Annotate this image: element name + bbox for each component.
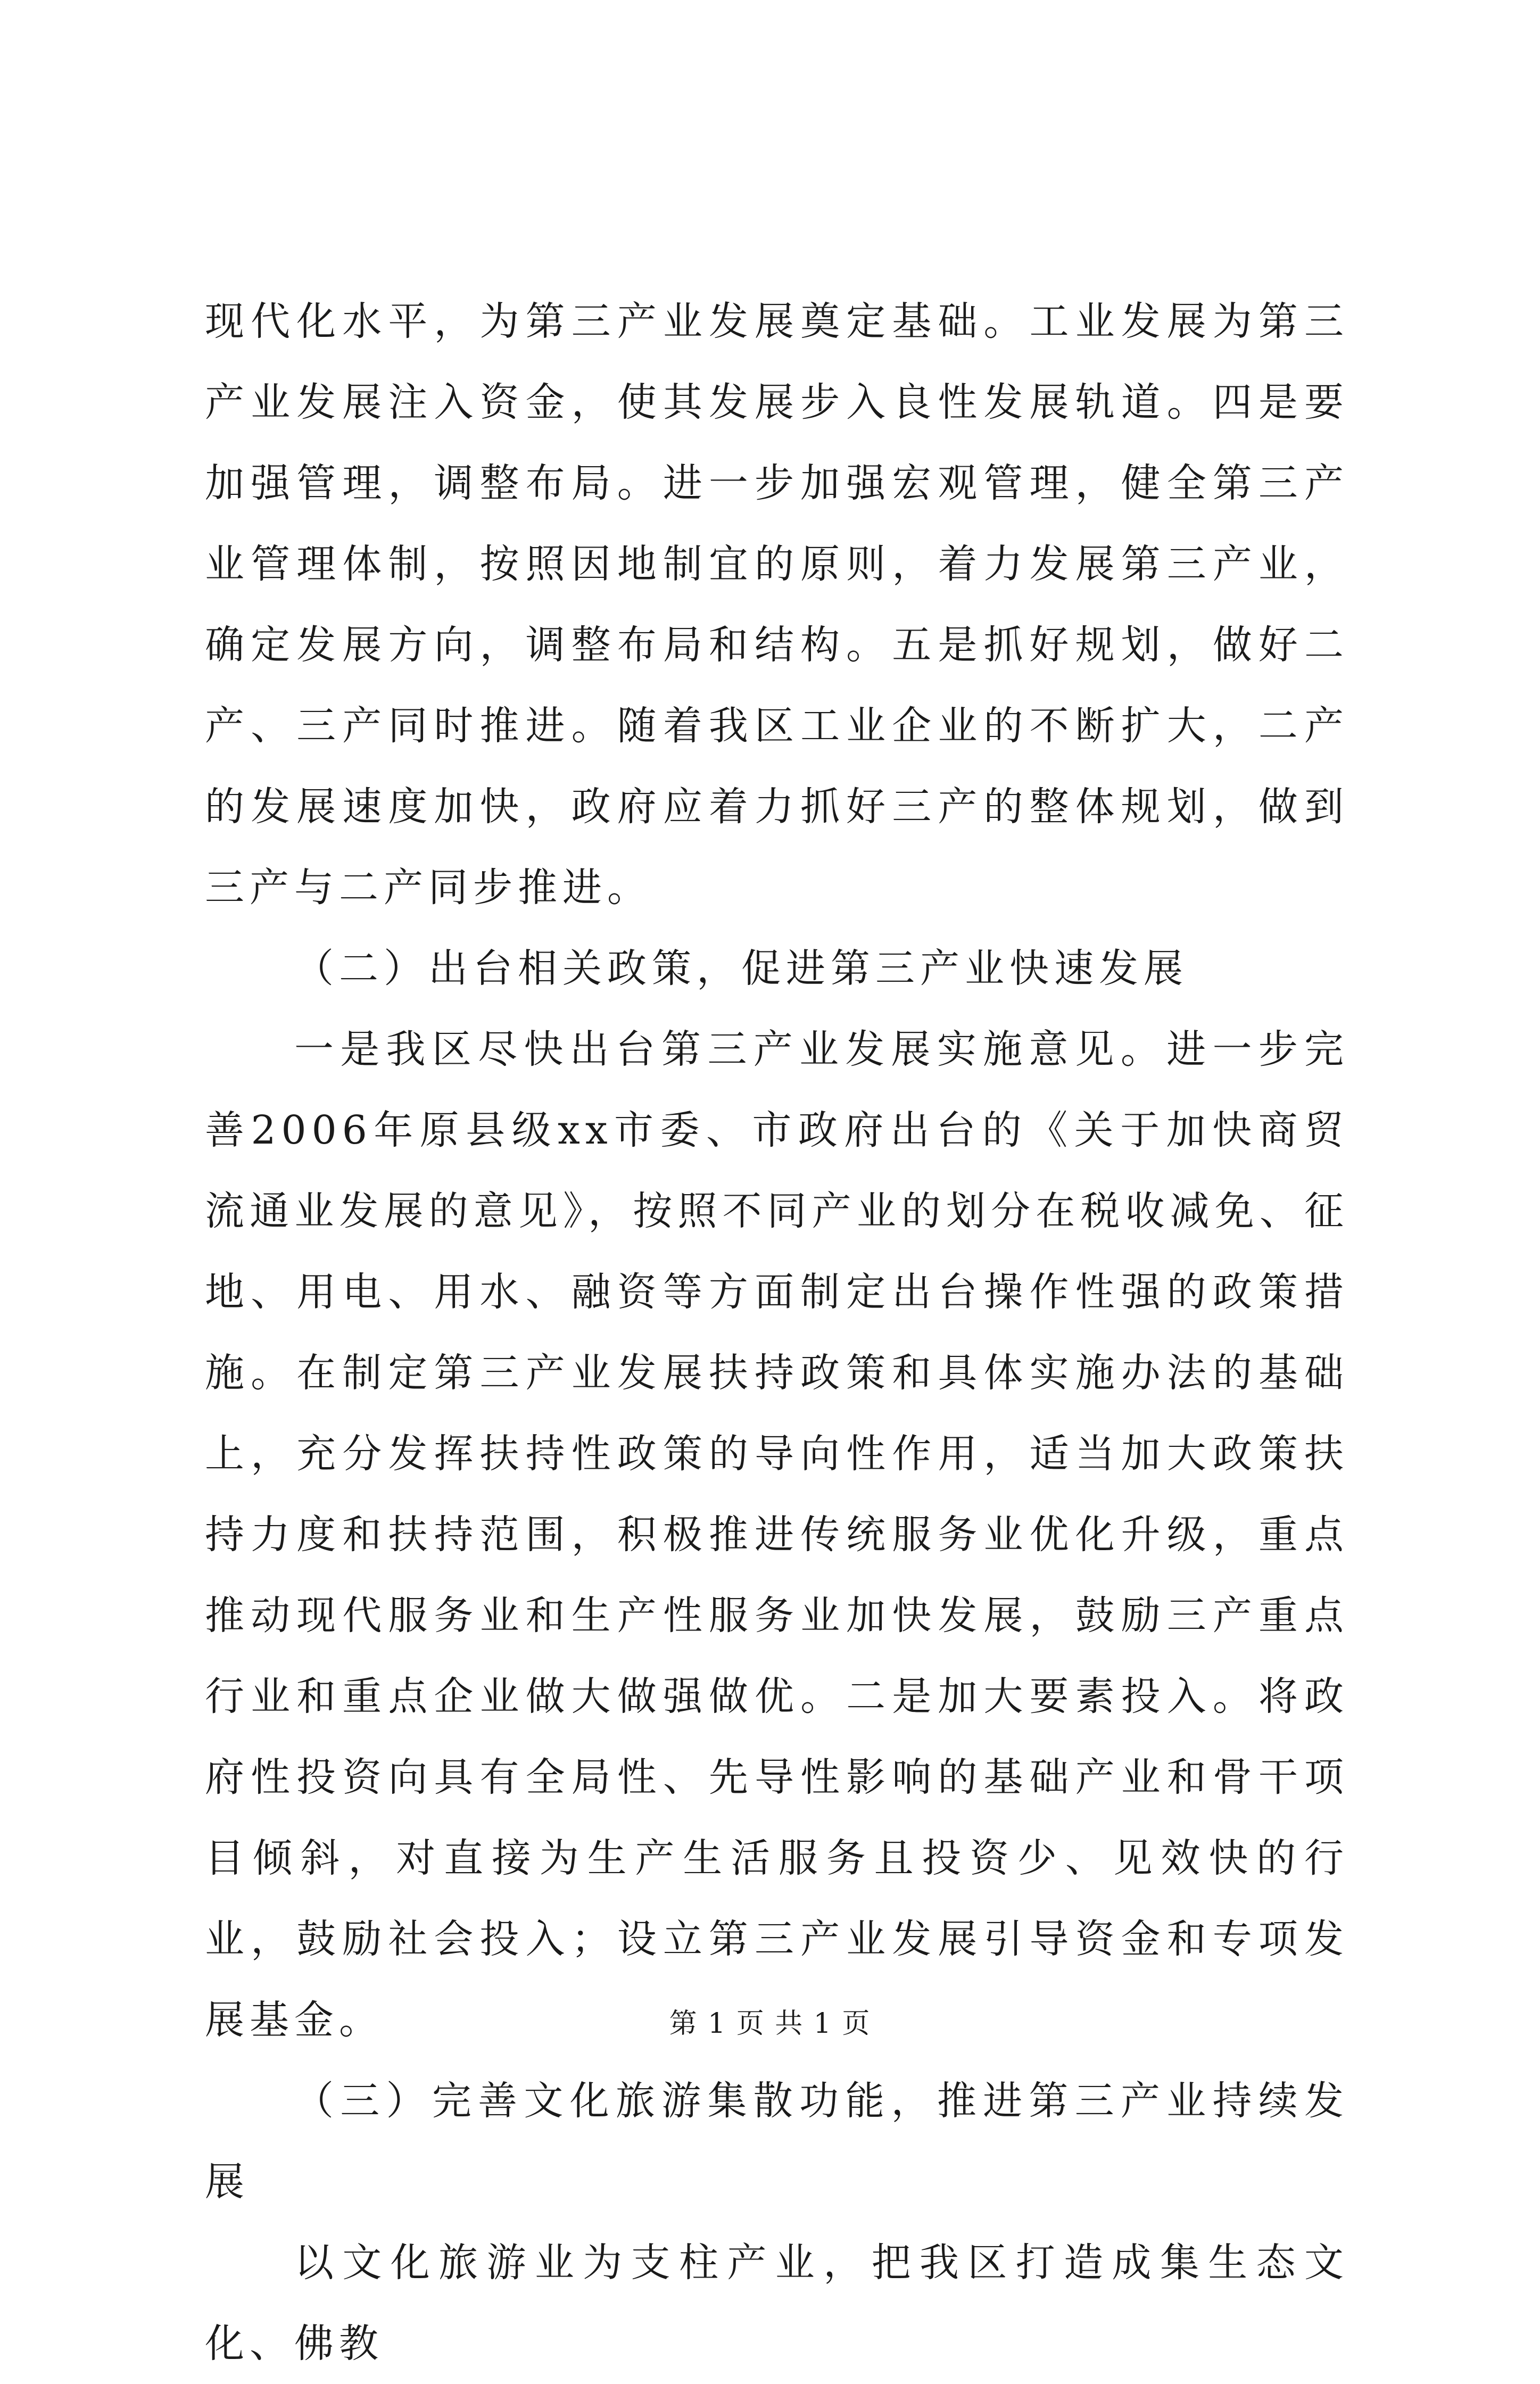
paragraph-tourism: 以文化旅游业为支柱产业，把我区打造成集生态文化、佛教	[205, 2240, 1349, 2366]
section-heading-3: （三）完善文化旅游集散功能，推进第三产业持续发展	[205, 2078, 1349, 2205]
paragraph-continuation: 现代化水平，为第三产业发展奠定基础。工业发展为第三产业发展注入资金，使其发展步入良性发展轨道。四是要加强管理，调整布局。进一步加强宏观管理，健全第三产业管理体制，按照因地制宜的原则，着力发展第三产业，确定发展方向，调整布局和结构。五是抓好规划，做好二产、三产同时推进。随着我区工业企业的不断扩大，二产的发展速度加快，政府应着力抓好三产的整体规划，做到三产与二产同步推进。	[205, 299, 1349, 910]
page-footer: 第 1 页 共 1 页	[669, 2008, 871, 2040]
paragraph-policy: 一是我区尽快出台第三产业发展实施意见。进一步完善2006年原县级xx市委、市政府出台的《关于加快商贸流通业发展的意见》，按照不同产业的划分在税收减免、征地、用电、用水、融资等方面制定出台操作性强的政策措施。在制定第三产业发展扶持政策和具体实施办法的基础上，充分发挥扶持性政策的导向性作用，适当加大政策扶持力度和扶持范围，积极推进传统服务业优化升级，重点推动现代服务业和生产性服务业加快发展，鼓励三产重点行业和重点企业做大做强做优。二是加大要素投入。将政府性投资向具有全局性、先导性影响的基础产业和骨干项目倾斜，对直接为生产生活服务且投资少、见效快的行业，鼓励社会投入；设立第三产业发展引导资金和专项发展基金。	[205, 1027, 1349, 2043]
document-body	[205, 281, 1349, 2384]
section-heading-2: （二）出台相关政策，促进第三产业快速发展	[294, 946, 1188, 991]
